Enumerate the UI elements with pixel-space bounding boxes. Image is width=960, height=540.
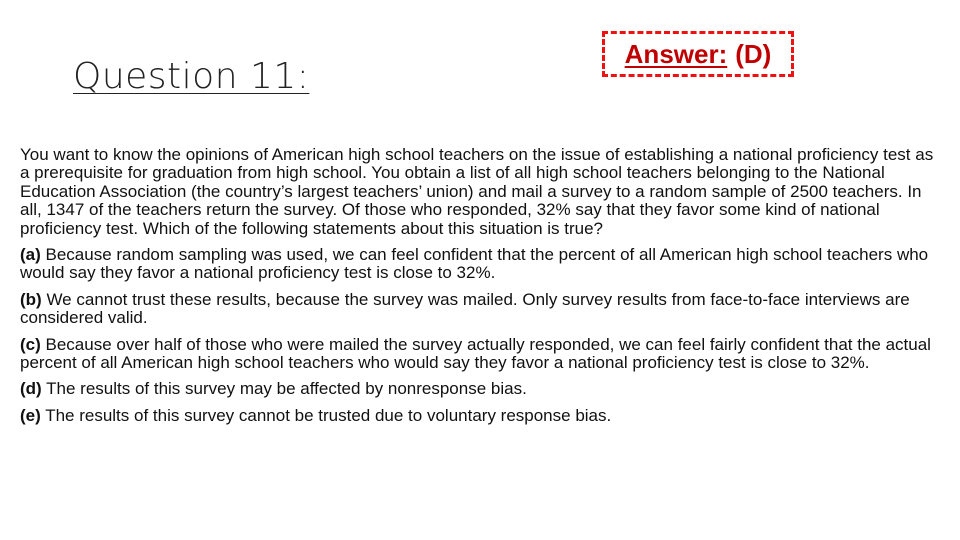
option-e [20, 407, 940, 425]
option-c-text: Because over half of those who were mailed the survey actually responded, we can feel fairly confident that the actual percent of all American high school teachers who would say they favor a national proficiency test is close to 32%. [20, 334, 931, 373]
question-body [20, 146, 940, 433]
option-e-text: The results of this survey cannot be trusted due to voluntary response bias. [40, 405, 612, 425]
option-b-text: We cannot trust these results, because the survey was mailed. Only survey results from face-to-face interviews are considered valid. [20, 289, 910, 328]
answer-value: (D) [735, 38, 772, 69]
option-d-letter: (d) [20, 379, 42, 399]
question-stem: You want to know the opinions of American high school teachers on the issue of establishing a national proficiency test as a prerequisite for graduation from high school. You obtain a list of all high school teachers belonging to the National Education Association (the country’s largest teachers’ union) and mail a survey to a random sample of 2500 teachers. In all, 1347 of the teachers return the survey. Of those who responded, 32% say that they favor some kind of national proficiency test. Which of the following statements about this situation is true? [20, 145, 934, 238]
option-a-text: Because random sampling was used, we can feel confident that the percent of all American high school teachers who would say they favor a national proficiency test is close to 32%. [20, 245, 929, 283]
option-c [20, 336, 940, 373]
option-a [20, 246, 940, 283]
option-b-letter: (b) [20, 289, 42, 309]
option-c-letter: (c) [20, 334, 41, 354]
option-e-letter: (e) [20, 405, 41, 425]
option-d [20, 380, 940, 398]
answer-label: Answer: [624, 38, 728, 69]
question-title: Question 11: [73, 56, 310, 97]
answer-box [602, 31, 794, 77]
option-b [20, 291, 940, 328]
option-d-text: The results of this survey may be affected by nonresponse bias. [41, 379, 527, 399]
option-a-letter: (a) [20, 245, 41, 265]
